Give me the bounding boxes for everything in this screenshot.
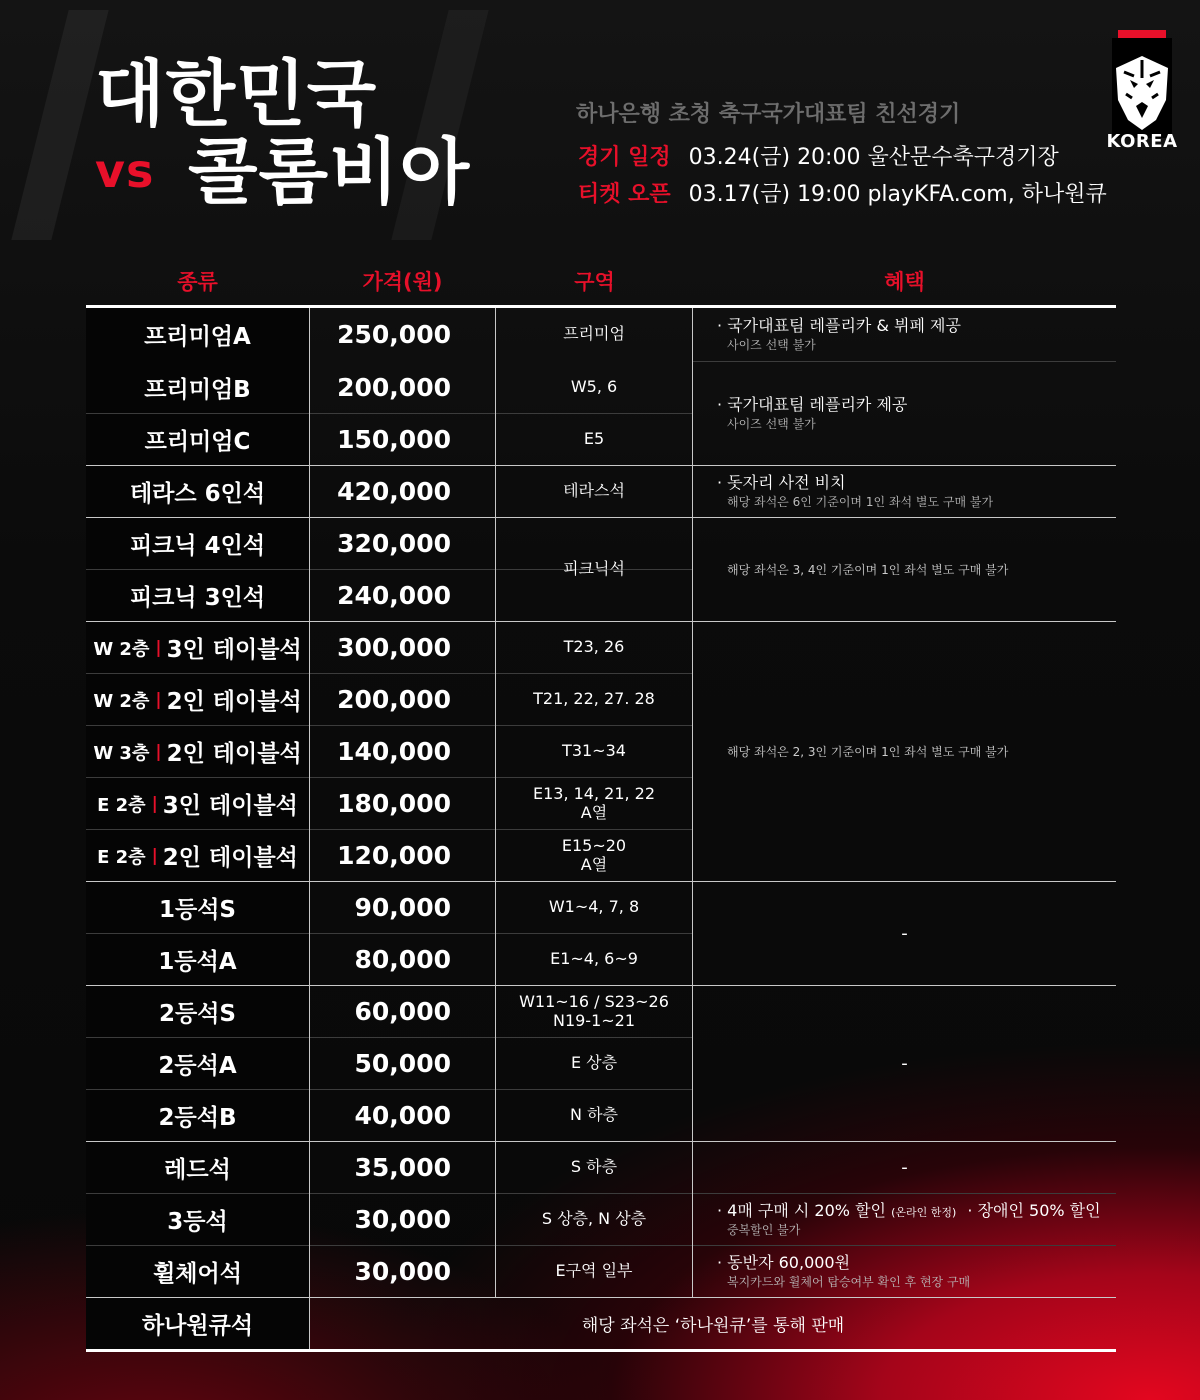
table-row-zone: 테라스석 bbox=[563, 481, 625, 501]
table-row-price: 200,000 bbox=[337, 372, 451, 402]
table-row-price: 30,000 bbox=[354, 1257, 451, 1286]
table-row-zone bbox=[496, 830, 692, 881]
hana-one-q-note: 해당 좌석은 ‘하나원큐’를 통해 판매 bbox=[581, 1316, 845, 1336]
floor-label: E 2층 bbox=[97, 846, 146, 868]
table-row-price: 200,000 bbox=[337, 685, 451, 714]
table-row-price: 150,000 bbox=[337, 425, 451, 454]
vs-label: vs bbox=[95, 144, 155, 198]
table-header bbox=[86, 266, 1116, 308]
table-row-zone: E구역 일부 bbox=[555, 1261, 633, 1281]
table-row-type: 휠체어석 bbox=[86, 1246, 309, 1297]
ticket-open-value: 03.17(금) 19:00 playKFA.com, 하나원큐 bbox=[688, 182, 1107, 207]
floor-label: W 2층 bbox=[93, 638, 150, 660]
benefit-table-seats bbox=[693, 622, 1116, 881]
table-row-type: 1등석A bbox=[86, 934, 309, 985]
table-row-price: 240,000 bbox=[337, 581, 451, 610]
table-row-zone: N 하층 bbox=[570, 1105, 618, 1125]
table-row-zone: T31~34 bbox=[562, 741, 626, 761]
table-row-zone: W1~4, 7, 8 bbox=[548, 897, 640, 917]
zone-line: N19-1~21 bbox=[552, 1010, 636, 1030]
seat-label: 3인 테이블석 bbox=[166, 637, 302, 663]
table-row-price: 60,000 bbox=[354, 997, 451, 1026]
benefit-main: · 국가대표팀 레플리카 & 뷔페 제공 bbox=[717, 316, 961, 336]
zone-line: A열 bbox=[580, 802, 608, 822]
table-row-type: 프리미엄B bbox=[86, 361, 309, 413]
table-row-price: 35,000 bbox=[354, 1153, 451, 1182]
table-row-type: W 2층 | 3인 테이블석 bbox=[86, 622, 309, 673]
table-row-price: 320,000 bbox=[337, 529, 451, 558]
table-row-type: 2등석S bbox=[86, 986, 309, 1037]
table-row-type: W 3층 | 2인 테이블석 bbox=[86, 726, 309, 777]
benefit-note: 사이즈 선택 불가 bbox=[727, 338, 816, 353]
ticket-price-table bbox=[86, 308, 1116, 1352]
schedule-row bbox=[578, 140, 1059, 171]
table-row-zone: T23, 26 bbox=[563, 637, 625, 657]
floor-label: E 2층 bbox=[97, 794, 146, 816]
seat-label: 2인 테이블석 bbox=[166, 689, 302, 715]
floor-label: W 2층 bbox=[93, 690, 150, 712]
team-away-title: 콜롬비아 bbox=[188, 130, 471, 214]
header-benefit: 혜택 bbox=[884, 270, 925, 294]
match-subtitle: 하나은행 초청 축구국가대표팀 친선경기 bbox=[576, 102, 961, 127]
benefit-note: 사이즈 선택 불가 bbox=[727, 417, 816, 432]
table-row-zone: T21, 22, 27. 28 bbox=[533, 689, 655, 709]
table-row-type: 레드석 bbox=[86, 1142, 309, 1193]
table-row-type: 테라스 6인석 bbox=[86, 466, 309, 517]
table-row-type: 프리미엄A bbox=[86, 308, 309, 361]
schedule-value: 03.24(금) 20:00 울산문수축구경기장 bbox=[688, 145, 1059, 170]
seat-label: 2인 테이블석 bbox=[162, 845, 298, 871]
benefit-first-class: - bbox=[901, 923, 908, 944]
table-row-price: 420,000 bbox=[337, 477, 451, 506]
header-zone: 구역 bbox=[574, 270, 615, 294]
zone-line: A열 bbox=[580, 854, 608, 874]
benefit-note: 해당 좌석은 3, 4인 기준이며 1인 좌석 별도 구매 불가 bbox=[727, 563, 1009, 577]
table-row-type: 하나원큐석 bbox=[86, 1298, 309, 1349]
benefit-main: · 국가대표팀 레플리카 제공 bbox=[717, 395, 908, 415]
table-row-zone bbox=[496, 778, 692, 829]
benefit-wheelchair bbox=[693, 1246, 1116, 1297]
table-row-zone: E5 bbox=[583, 429, 605, 449]
table-row-type: W 2층 | 2인 테이블석 bbox=[86, 674, 309, 725]
table-row-type: 2등석A bbox=[86, 1038, 309, 1089]
ticket-open-label: 티켓 오픈 bbox=[578, 182, 671, 207]
benefit-note: 해당 좌석은 2, 3인 기준이며 1인 좌석 별도 구매 불가 bbox=[727, 745, 1009, 759]
online-only-text: (온라인 한정) bbox=[891, 1206, 957, 1220]
table-row-price: 90,000 bbox=[354, 893, 451, 922]
table-row-price: 180,000 bbox=[337, 789, 451, 818]
table-row-price: 50,000 bbox=[354, 1049, 451, 1078]
table-row-price: 250,000 bbox=[337, 320, 451, 349]
benefit-red: - bbox=[901, 1157, 908, 1178]
benefit-note: 복지카드와 휠체어 탑승여부 확인 후 현장 구매 bbox=[727, 1275, 971, 1290]
benefit-main: · 돗자리 사전 비치 bbox=[717, 473, 846, 493]
table-row-type: 피크닉 4인석 bbox=[86, 518, 309, 569]
discount-text: · 4매 구매 시 20% 할인 bbox=[717, 1201, 886, 1221]
header-type: 종류 bbox=[177, 270, 218, 294]
table-row-type: 3등석 bbox=[86, 1194, 309, 1245]
benefit-premium-a bbox=[693, 308, 1116, 361]
benefit-note: 중복할인 불가 bbox=[727, 1223, 801, 1238]
table-row-price: 40,000 bbox=[354, 1101, 451, 1130]
benefit-terrace bbox=[693, 466, 1116, 517]
team-home-title: 대한민국 bbox=[95, 52, 378, 136]
floor-label: W 3층 bbox=[93, 742, 150, 764]
seat-label: 3인 테이블석 bbox=[162, 793, 298, 819]
table-row-type: 1등석S bbox=[86, 882, 309, 933]
table-row-price: 30,000 bbox=[354, 1205, 451, 1234]
benefit-main bbox=[717, 1201, 1101, 1220]
table-row-price: 300,000 bbox=[337, 633, 451, 662]
table-row-type: E 2층 | 3인 테이블석 bbox=[86, 778, 309, 829]
zone-line: E15~20 bbox=[561, 836, 627, 856]
table-row-zone: S 하층 bbox=[570, 1157, 618, 1177]
table-row-type: E 2층 | 2인 테이블석 bbox=[86, 830, 309, 881]
benefit-second-class: - bbox=[901, 1053, 908, 1074]
table-row-type: 피크닉 3인석 bbox=[86, 570, 309, 621]
disabled-discount-text: · 장애인 50% 할인 bbox=[967, 1201, 1101, 1221]
schedule-label: 경기 일정 bbox=[578, 145, 671, 170]
benefit-third-class bbox=[693, 1194, 1116, 1245]
benefit-main: · 동반자 60,000원 bbox=[717, 1253, 851, 1273]
table-row-price: 120,000 bbox=[337, 841, 451, 870]
zone-line: W11~16 / S23~26 bbox=[519, 992, 669, 1012]
header-price: 가격(원) bbox=[362, 270, 443, 294]
table-row-zone: E 상층 bbox=[570, 1053, 618, 1073]
table-row-zone: E1~4, 6~9 bbox=[550, 949, 638, 969]
table-row-zone bbox=[496, 986, 692, 1037]
table-row-price: 140,000 bbox=[337, 737, 451, 766]
zone-line: E13, 14, 21, 22 bbox=[532, 784, 656, 804]
table-row-price: 80,000 bbox=[354, 945, 451, 974]
table-row-type: 2등석B bbox=[86, 1090, 309, 1141]
table-row-zone: 프리미엄 bbox=[563, 324, 625, 344]
table-row-zone: W5, 6 bbox=[570, 376, 618, 396]
table-row-type: 프리미엄C bbox=[86, 414, 309, 465]
korea-logo-text: KOREA bbox=[1106, 131, 1178, 152]
table-row-zone: 피크닉석 bbox=[563, 559, 625, 579]
benefit-premium-bc bbox=[693, 362, 1116, 465]
benefit-note: 해당 좌석은 6인 기준이며 1인 좌석 별도 구매 불가 bbox=[727, 495, 994, 510]
benefit-picnic bbox=[693, 518, 1116, 621]
seat-label: 2인 테이블석 bbox=[166, 741, 302, 767]
ticket-open-row bbox=[578, 177, 1107, 208]
table-row-zone: S 상층, N 상층 bbox=[541, 1209, 647, 1229]
